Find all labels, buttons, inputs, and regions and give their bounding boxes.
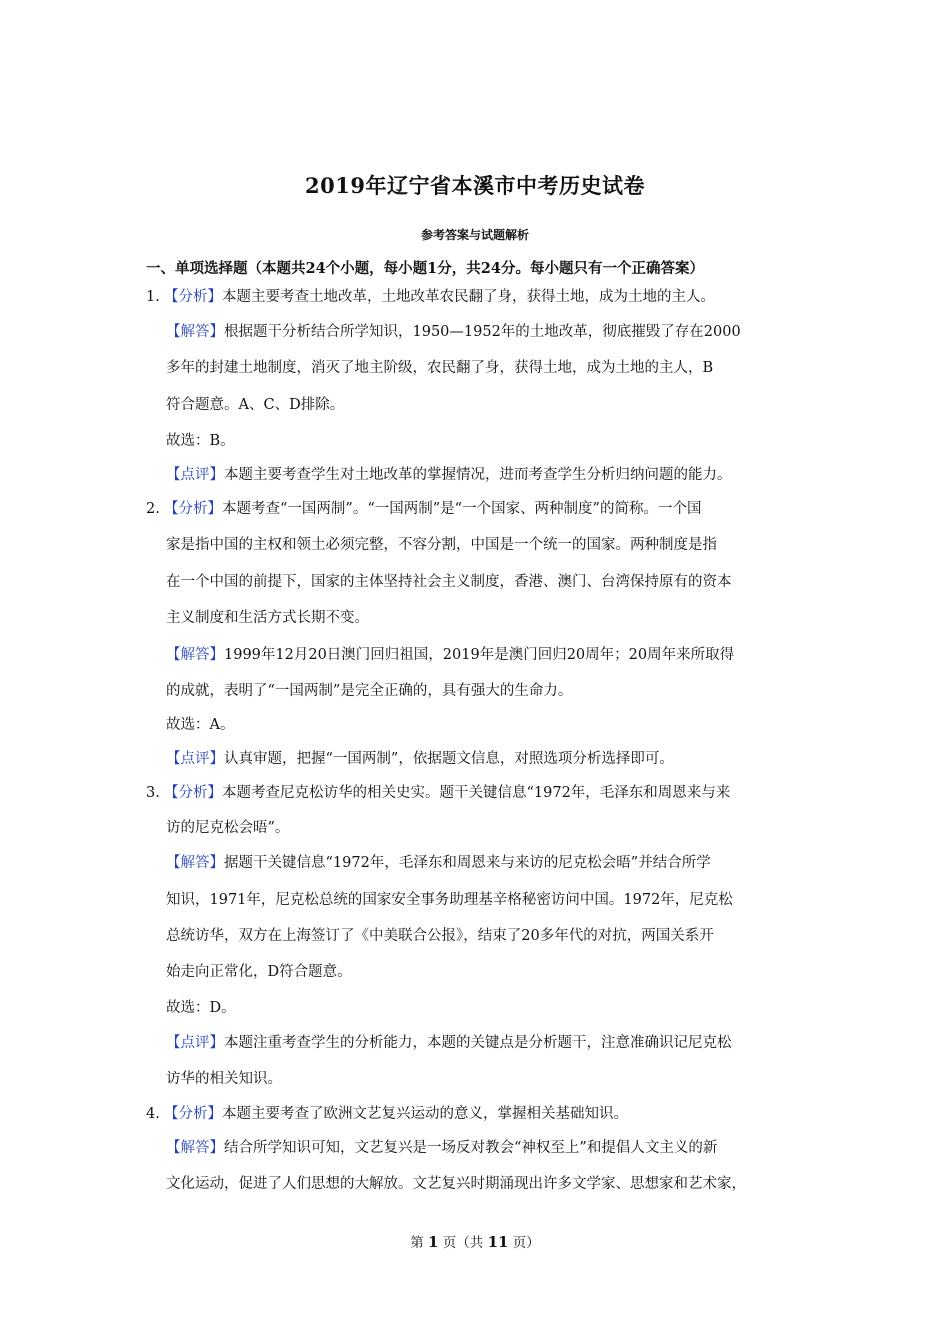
section-heading: 一、单项选择题（本题共24个小题，每小题1分，共24分。每小题只有一个正确答案） [146, 260, 704, 277]
answer-line [166, 465, 732, 485]
answer-text: 主义制度和生活方式长期不变。 [166, 610, 369, 626]
answer-text: 在一个中国的前提下，国家的主体坚持社会主义制度，香港、澳门、台湾保持原有的资本 [166, 574, 732, 590]
answer-line [166, 1069, 282, 1089]
answer-line [166, 535, 717, 555]
page-title: 2019年辽宁省本溪市中考历史试卷 [305, 173, 645, 198]
answer-line [166, 962, 352, 982]
footer-prefix: 第 [410, 1235, 424, 1251]
answer-text: 故选：A。 [166, 717, 235, 733]
answer-line [166, 431, 235, 451]
answer-line [166, 715, 234, 735]
question-number: 1. [146, 289, 160, 305]
page-footer [0, 1231, 950, 1251]
answer-line [166, 358, 713, 378]
answer-text: 结合所学知识可知，文艺复兴是一场反对教会“神权至上”和提倡人文主义的新 [224, 1140, 718, 1156]
question-number: 3. [146, 785, 160, 801]
footer-page-number: 1 [428, 1233, 439, 1251]
answer-text: 认真审题，把握“一国两制”，依据题文信息，对照选项分析选择即可。 [224, 751, 674, 767]
page-subtitle: 参考答案与试题解析 [420, 228, 529, 242]
answer-line [166, 998, 236, 1018]
answer-text: 多年的封建土地制度，消灭了地主阶级，农民翻了身，获得土地，成为土地的主人，B [166, 360, 714, 376]
answer-line [166, 749, 674, 769]
answer-text: 本题注重考查学生的分析能力，本题的关键点是分析题干，注意准确识记尼克松 [224, 1035, 732, 1051]
answer-line [164, 287, 715, 307]
answer-tag: 【分析】 [164, 501, 222, 517]
answer-text: 访的尼克松会晤”。 [166, 820, 290, 836]
answer-text: 据题干关键信息“1972年，毛泽东和周恩来与来访的尼克松会晤”并结合所学 [224, 855, 711, 871]
answer-line [166, 853, 711, 873]
answer-text: 本题主要考查学生对土地改革的掌握情况，进而考查学生分析归纳问题的能力。 [224, 467, 732, 483]
answer-line [166, 1138, 717, 1158]
answer-tag: 【点评】 [166, 467, 224, 483]
answer-line [166, 395, 344, 415]
question-number: 4. [146, 1106, 160, 1122]
answer-text: 文化运动，促进了人们思想的大解放。文艺复兴时期涌现出许多文学家、思想家和艺术家， [166, 1176, 746, 1192]
answer-line [166, 681, 572, 701]
answer-tag: 【解答】 [166, 855, 224, 871]
answer-tag: 【分析】 [164, 1106, 222, 1122]
answer-line [166, 322, 741, 342]
answer-line [166, 608, 369, 628]
answer-text: 知识，1971年，尼克松总统的国家安全事务助理基辛格秘密访问中国。1972年，尼克松 [166, 892, 733, 908]
footer-total-pages: 11 [487, 1233, 509, 1251]
answer-text: 1999年12月20日澳门回归祖国，2019年是澳门回归20周年；20周年来所取得 [224, 647, 735, 663]
answer-text: 总统访华，双方在上海签订了《中美联合公报》，结束了20多年代的对抗，两国关系开 [166, 928, 714, 944]
answer-text: 的成就，表明了“一国两制”是完全正确的，具有强大的生命力。 [166, 683, 573, 699]
answer-text: 始走向正常化，D符合题意。 [166, 964, 352, 980]
answer-text: 本题主要考查了欧洲文艺复兴运动的意义，掌握相关基础知识。 [222, 1106, 628, 1122]
answer-line [166, 1174, 746, 1194]
question-number: 2. [146, 501, 160, 517]
answer-tag: 【分析】 [164, 289, 222, 305]
answer-line [164, 1104, 628, 1124]
answer-line [166, 890, 733, 910]
footer-suffix: 页） [512, 1235, 540, 1251]
answer-text: 符合题意。A、C、D排除。 [166, 397, 345, 413]
answer-tag: 【点评】 [166, 1035, 224, 1051]
answer-tag: 【解答】 [166, 647, 224, 663]
footer-middle: 页（共 [442, 1235, 484, 1251]
answer-text: 本题考查尼克松访华的相关史实。题干关键信息“1972年，毛泽东和周恩来与来 [222, 785, 731, 801]
answer-line [166, 572, 732, 592]
answer-text: 故选：B。 [166, 433, 235, 449]
answer-line [164, 783, 730, 803]
answer-text: 根据题干分析结合所学知识，1950—1952年的土地改革，彻底摧毁了存在2000 [224, 324, 741, 340]
answer-line [166, 926, 714, 946]
answer-tag: 【解答】 [166, 1140, 224, 1156]
answer-text: 本题主要考查土地改革，土地改革农民翻了身，获得土地，成为土地的主人。 [222, 289, 715, 305]
answer-tag: 【分析】 [164, 785, 222, 801]
answer-line [166, 645, 734, 665]
answer-text: 本题考查“一国两制”。“一国两制”是“一个国家、两种制度”的简称。一个国 [222, 501, 702, 517]
answer-tag: 【解答】 [166, 324, 224, 340]
answer-text: 故选：D。 [166, 1000, 236, 1016]
answer-text: 家是指中国的主权和领土必须完整，不容分割，中国是一个统一的国家。两种制度是指 [166, 537, 717, 553]
answer-line [166, 818, 289, 838]
answer-tag: 【点评】 [166, 751, 224, 767]
answer-text: 访华的相关知识。 [166, 1071, 282, 1087]
answer-line [166, 1033, 732, 1053]
answer-line [164, 499, 701, 519]
